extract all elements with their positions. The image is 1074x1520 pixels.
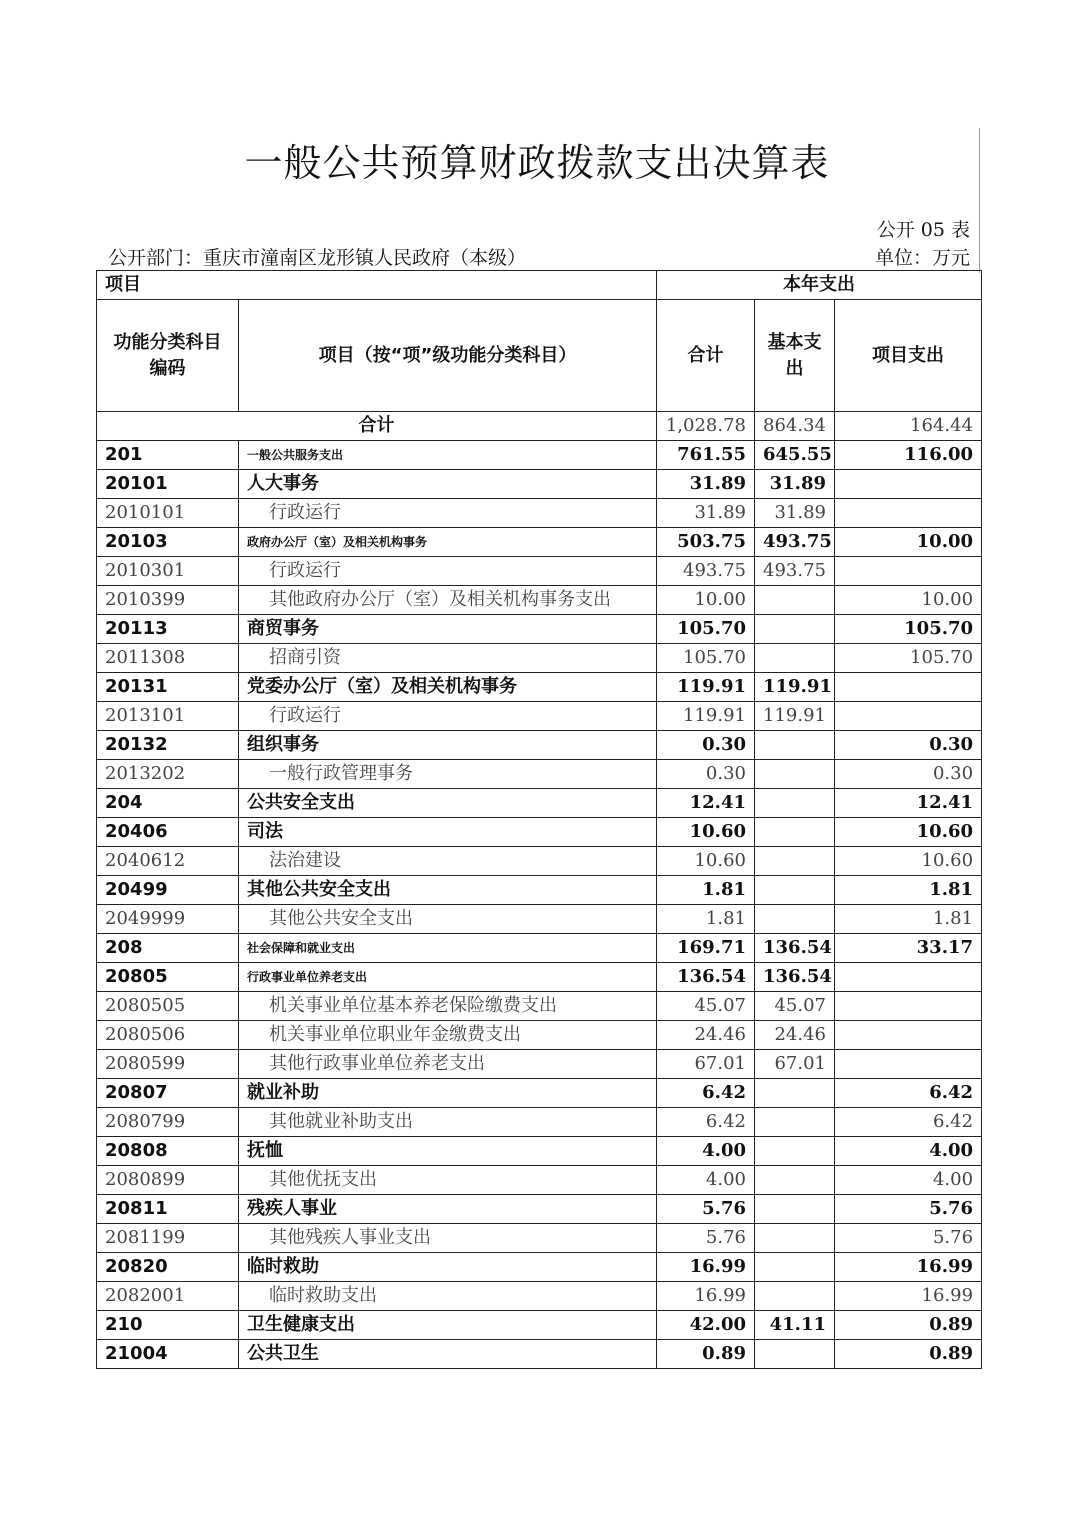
row-total: 67.01 <box>657 1050 755 1079</box>
row-name: 人大事务 <box>239 470 657 499</box>
table-row <box>97 499 982 528</box>
row-basic <box>755 644 835 673</box>
row-basic <box>755 1195 835 1224</box>
row-project: 1.81 <box>835 876 982 905</box>
row-basic <box>755 615 835 644</box>
row-name: 行政事业单位养老支出 <box>239 963 657 992</box>
row-name: 抚恤 <box>239 1137 657 1166</box>
row-name: 党委办公厅（室）及相关机构事务 <box>239 673 657 702</box>
department-label: 公开部门：重庆市潼南区龙形镇人民政府（本级） <box>108 247 527 269</box>
row-total: 0.89 <box>657 1340 755 1369</box>
row-total: 42.00 <box>657 1311 755 1340</box>
row-name: 一般公共服务支出 <box>239 441 657 470</box>
row-basic <box>755 1166 835 1195</box>
row-name: 其他政府办公厅（室）及相关机构事务支出 <box>239 586 657 615</box>
total-project: 164.44 <box>835 412 982 441</box>
row-total: 10.60 <box>657 847 755 876</box>
row-basic: 31.89 <box>755 499 835 528</box>
row-code: 21004 <box>97 1340 239 1369</box>
row-basic <box>755 818 835 847</box>
row-basic: 67.01 <box>755 1050 835 1079</box>
table-row <box>97 818 982 847</box>
row-code: 2013202 <box>97 760 239 789</box>
header-item: 项目（按“项”级功能分类科目） <box>239 300 657 412</box>
row-total: 493.75 <box>657 557 755 586</box>
row-basic: 493.75 <box>755 528 835 557</box>
row-project <box>835 702 982 731</box>
total-basic: 864.34 <box>755 412 835 441</box>
row-project <box>835 992 982 1021</box>
row-project: 5.76 <box>835 1224 982 1253</box>
row-name: 公共安全支出 <box>239 789 657 818</box>
table-row <box>97 615 982 644</box>
total-label: 合计 <box>97 412 657 441</box>
header-this-year: 本年支出 <box>657 271 982 300</box>
row-basic <box>755 847 835 876</box>
row-name: 机关事业单位基本养老保险缴费支出 <box>239 992 657 1021</box>
header-row-main <box>97 300 982 412</box>
form-number: 公开 05 表 <box>876 219 970 241</box>
row-basic <box>755 876 835 905</box>
row-basic: 493.75 <box>755 557 835 586</box>
table-row <box>97 760 982 789</box>
row-project: 0.89 <box>835 1340 982 1369</box>
row-total: 5.76 <box>657 1195 755 1224</box>
row-name: 行政运行 <box>239 499 657 528</box>
table-row <box>97 1224 982 1253</box>
row-basic: 45.07 <box>755 992 835 1021</box>
row-code: 2081199 <box>97 1224 239 1253</box>
table-row <box>97 992 982 1021</box>
table-row <box>97 1050 982 1079</box>
row-total: 136.54 <box>657 963 755 992</box>
header-row-top <box>97 271 982 300</box>
row-basic <box>755 731 835 760</box>
table-row <box>97 847 982 876</box>
row-project: 4.00 <box>835 1166 982 1195</box>
row-project: 33.17 <box>835 934 982 963</box>
row-code: 20820 <box>97 1253 239 1282</box>
table-row <box>97 905 982 934</box>
row-name: 组织事务 <box>239 731 657 760</box>
row-total: 10.60 <box>657 818 755 847</box>
table-row <box>97 644 982 673</box>
row-project: 10.00 <box>835 528 982 557</box>
row-name: 临时救助支出 <box>239 1282 657 1311</box>
table-row <box>97 1079 982 1108</box>
row-name: 其他行政事业单位养老支出 <box>239 1050 657 1079</box>
row-total: 761.55 <box>657 441 755 470</box>
row-basic <box>755 1282 835 1311</box>
page-title: 一般公共预算财政拨款支出决算表 <box>244 141 830 185</box>
row-project: 0.30 <box>835 760 982 789</box>
row-total: 169.71 <box>657 934 755 963</box>
row-project: 116.00 <box>835 441 982 470</box>
table-row <box>97 702 982 731</box>
row-total: 4.00 <box>657 1166 755 1195</box>
row-code: 20103 <box>97 528 239 557</box>
row-total: 503.75 <box>657 528 755 557</box>
row-name: 其他优抚支出 <box>239 1166 657 1195</box>
row-code: 2080505 <box>97 992 239 1021</box>
row-code: 208 <box>97 934 239 963</box>
row-name: 一般行政管理事务 <box>239 760 657 789</box>
row-code: 2010399 <box>97 586 239 615</box>
row-name: 残疾人事业 <box>239 1195 657 1224</box>
row-basic <box>755 586 835 615</box>
row-basic <box>755 1108 835 1137</box>
row-code: 20805 <box>97 963 239 992</box>
table-row <box>97 1253 982 1282</box>
row-project: 10.00 <box>835 586 982 615</box>
budget-table <box>96 270 982 1369</box>
row-total: 45.07 <box>657 992 755 1021</box>
row-basic: 136.54 <box>755 963 835 992</box>
row-total: 105.70 <box>657 615 755 644</box>
table-row <box>97 441 982 470</box>
row-total: 1.81 <box>657 905 755 934</box>
header-project: 项目 <box>97 271 657 300</box>
row-basic <box>755 760 835 789</box>
row-basic: 645.55 <box>755 441 835 470</box>
row-name: 就业补助 <box>239 1079 657 1108</box>
table-row <box>97 1282 982 1311</box>
row-name: 招商引资 <box>239 644 657 673</box>
row-project: 10.60 <box>835 847 982 876</box>
row-code: 201 <box>97 441 239 470</box>
row-project <box>835 557 982 586</box>
row-code: 2010301 <box>97 557 239 586</box>
header-total: 合计 <box>657 300 755 412</box>
row-basic <box>755 1137 835 1166</box>
table-row <box>97 1021 982 1050</box>
row-code: 2011308 <box>97 644 239 673</box>
row-total: 24.46 <box>657 1021 755 1050</box>
table-row <box>97 586 982 615</box>
row-total: 1.81 <box>657 876 755 905</box>
table-row <box>97 1137 982 1166</box>
row-code: 20811 <box>97 1195 239 1224</box>
table-row <box>97 1108 982 1137</box>
row-total: 6.42 <box>657 1108 755 1137</box>
row-total: 105.70 <box>657 644 755 673</box>
row-code: 2049999 <box>97 905 239 934</box>
row-name: 社会保障和就业支出 <box>239 934 657 963</box>
row-name: 商贸事务 <box>239 615 657 644</box>
row-basic <box>755 905 835 934</box>
row-basic <box>755 1253 835 1282</box>
total-total: 1,028.78 <box>657 412 755 441</box>
row-total: 0.30 <box>657 760 755 789</box>
row-project: 105.70 <box>835 615 982 644</box>
row-project: 6.42 <box>835 1108 982 1137</box>
row-total: 16.99 <box>657 1253 755 1282</box>
row-total: 4.00 <box>657 1137 755 1166</box>
table-row <box>97 731 982 760</box>
row-basic <box>755 1224 835 1253</box>
header-basic: 基本支出 <box>755 300 835 412</box>
row-project: 10.60 <box>835 818 982 847</box>
row-code: 2080599 <box>97 1050 239 1079</box>
row-code: 20499 <box>97 876 239 905</box>
row-project <box>835 1021 982 1050</box>
row-total: 16.99 <box>657 1282 755 1311</box>
row-project: 105.70 <box>835 644 982 673</box>
row-basic <box>755 1079 835 1108</box>
header-code: 功能分类科目编码 <box>97 300 239 412</box>
row-basic: 31.89 <box>755 470 835 499</box>
row-basic: 119.91 <box>755 702 835 731</box>
row-total: 119.91 <box>657 673 755 702</box>
table-row <box>97 673 982 702</box>
row-code: 2010101 <box>97 499 239 528</box>
row-total: 31.89 <box>657 499 755 528</box>
table-row <box>97 1311 982 1340</box>
row-code: 20113 <box>97 615 239 644</box>
row-basic: 119.91 <box>755 673 835 702</box>
row-project: 1.81 <box>835 905 982 934</box>
table-row <box>97 1166 982 1195</box>
row-name: 行政运行 <box>239 702 657 731</box>
table-row <box>97 470 982 499</box>
row-project <box>835 470 982 499</box>
row-total: 119.91 <box>657 702 755 731</box>
row-project: 4.00 <box>835 1137 982 1166</box>
row-basic <box>755 1340 835 1369</box>
row-project: 5.76 <box>835 1195 982 1224</box>
row-code: 2080799 <box>97 1108 239 1137</box>
row-name: 公共卫生 <box>239 1340 657 1369</box>
row-total: 0.30 <box>657 731 755 760</box>
row-name: 行政运行 <box>239 557 657 586</box>
row-code: 2080899 <box>97 1166 239 1195</box>
row-basic <box>755 789 835 818</box>
table-row <box>97 876 982 905</box>
row-name: 其他就业补助支出 <box>239 1108 657 1137</box>
row-total: 6.42 <box>657 1079 755 1108</box>
table-row <box>97 557 982 586</box>
row-total: 12.41 <box>657 789 755 818</box>
row-project: 16.99 <box>835 1253 982 1282</box>
table-row <box>97 1340 982 1369</box>
row-name: 机关事业单位职业年金缴费支出 <box>239 1021 657 1050</box>
row-code: 20132 <box>97 731 239 760</box>
row-code: 2013101 <box>97 702 239 731</box>
row-project <box>835 1050 982 1079</box>
row-code: 2080506 <box>97 1021 239 1050</box>
row-project <box>835 673 982 702</box>
row-code: 20131 <box>97 673 239 702</box>
table-row <box>97 1195 982 1224</box>
row-basic: 24.46 <box>755 1021 835 1050</box>
total-row <box>97 412 982 441</box>
row-code: 20807 <box>97 1079 239 1108</box>
header-project-expense: 项目支出 <box>835 300 982 412</box>
row-basic: 136.54 <box>755 934 835 963</box>
row-project: 6.42 <box>835 1079 982 1108</box>
row-name: 其他残疾人事业支出 <box>239 1224 657 1253</box>
row-name: 法治建设 <box>239 847 657 876</box>
row-code: 210 <box>97 1311 239 1340</box>
row-code: 20808 <box>97 1137 239 1166</box>
row-total: 10.00 <box>657 586 755 615</box>
row-code: 2040612 <box>97 847 239 876</box>
row-code: 20406 <box>97 818 239 847</box>
row-total: 5.76 <box>657 1224 755 1253</box>
row-code: 204 <box>97 789 239 818</box>
row-project: 16.99 <box>835 1282 982 1311</box>
row-project <box>835 963 982 992</box>
row-project <box>835 499 982 528</box>
row-name: 其他公共安全支出 <box>239 905 657 934</box>
row-project: 0.89 <box>835 1311 982 1340</box>
table-row <box>97 963 982 992</box>
row-code: 2082001 <box>97 1282 239 1311</box>
row-name: 司法 <box>239 818 657 847</box>
row-basic: 41.11 <box>755 1311 835 1340</box>
row-total: 31.89 <box>657 470 755 499</box>
row-name: 政府办公厅（室）及相关机构事务 <box>239 528 657 557</box>
row-name: 卫生健康支出 <box>239 1311 657 1340</box>
row-project: 12.41 <box>835 789 982 818</box>
row-name: 临时救助 <box>239 1253 657 1282</box>
table-row <box>97 789 982 818</box>
row-project: 0.30 <box>835 731 982 760</box>
row-code: 20101 <box>97 470 239 499</box>
table-row <box>97 934 982 963</box>
row-name: 其他公共安全支出 <box>239 876 657 905</box>
table-row <box>97 528 982 557</box>
unit-label: 单位：万元 <box>874 247 970 269</box>
